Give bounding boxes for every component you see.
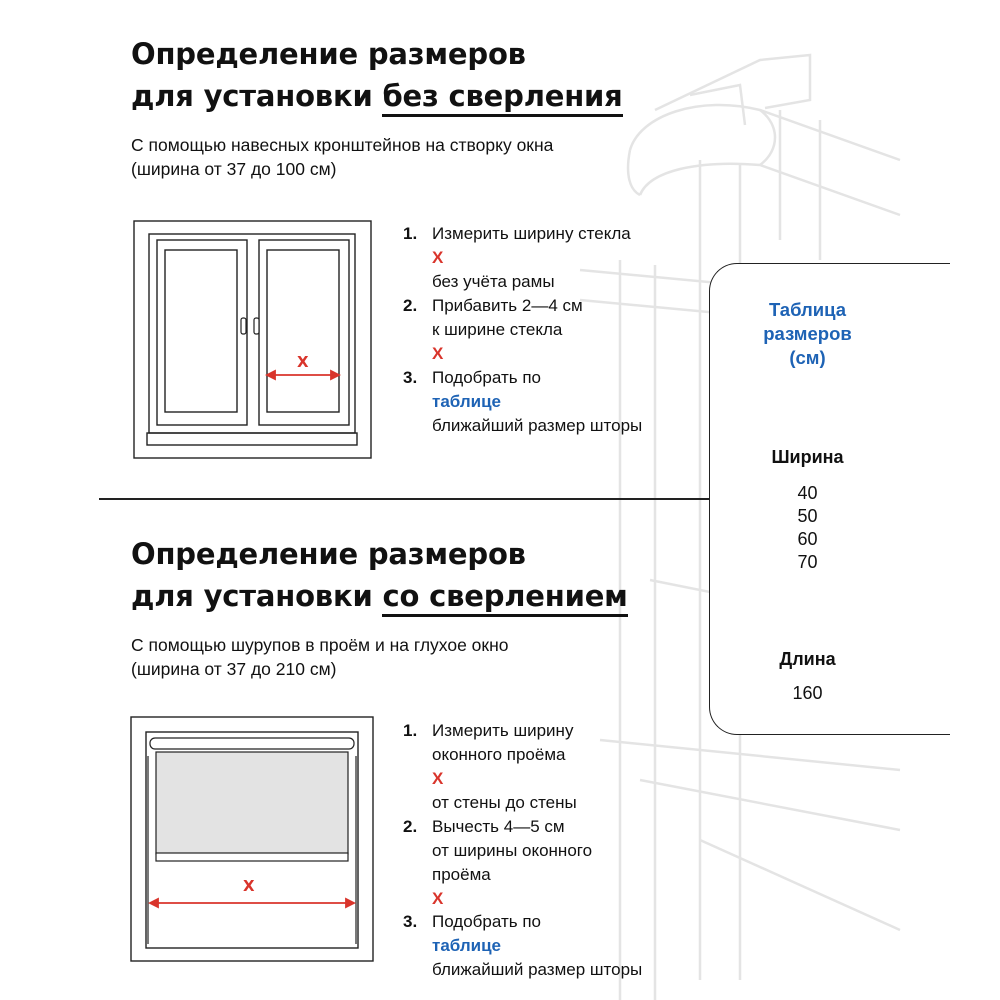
- section-divider: [99, 498, 710, 500]
- size-table-title-line2: размеров: [763, 323, 852, 344]
- window-diagram-no-drilling: [133, 220, 373, 460]
- step-text: от стены до стены: [432, 793, 577, 812]
- size-table-title: [710, 298, 905, 370]
- width-values: [710, 482, 905, 574]
- step-number: 1.: [403, 721, 418, 740]
- step-text: Подобрать по: [432, 912, 541, 931]
- width-header: Ширина: [771, 447, 844, 467]
- step-text: Прибавить 2—4 см: [432, 296, 583, 315]
- step-number: 1.: [403, 224, 418, 243]
- section1-subtitle-line1: С помощью навесных кронштейнов на створку окна: [131, 135, 554, 155]
- length-value: 160: [792, 683, 823, 703]
- section1-title: [131, 33, 623, 117]
- step-text: ближайший размер шторы: [432, 960, 643, 979]
- window-diagram-drilling: [130, 716, 375, 964]
- x-mark: X: [432, 344, 444, 363]
- step-text: Измерить ширину: [432, 721, 574, 740]
- step-number: 3.: [403, 368, 418, 387]
- section1-subtitle: [131, 133, 553, 181]
- diagram2-x-label: X: [243, 877, 255, 895]
- section1-title-line1: Определение размеров: [131, 37, 526, 71]
- section1-steps: [403, 222, 703, 435]
- x-mark: X: [432, 889, 444, 908]
- diagram1-x-label: X: [297, 353, 309, 371]
- table-link[interactable]: таблице: [432, 392, 502, 411]
- step-text: без учёта рамы: [432, 272, 555, 291]
- section2-title-line1: Определение размеров: [131, 537, 526, 571]
- step-text: ближайший размер шторы: [432, 416, 643, 435]
- section1-title-line2: [131, 75, 623, 117]
- step-text: Подобрать по: [432, 368, 541, 387]
- width-value: 70: [797, 552, 818, 572]
- step-text: Измерить ширину стекла: [432, 224, 631, 243]
- width-value: 60: [797, 529, 818, 549]
- section2-subtitle-line1: С помощью шурупов в проём и на глухое окно: [131, 635, 509, 655]
- width-value: 40: [797, 483, 818, 503]
- table-link[interactable]: таблице: [432, 936, 502, 955]
- step-text: оконного проёма: [432, 745, 566, 764]
- section1-subtitle-line2: (ширина от 37 до 100 см): [131, 159, 337, 179]
- width-value: 50: [797, 506, 818, 526]
- x-mark: X: [432, 248, 444, 267]
- step-number: 2.: [403, 296, 418, 315]
- section1-title-emphasis: без сверления: [382, 79, 622, 117]
- section2-title-prefix: для установки: [131, 579, 383, 613]
- section2-title-emphasis: со сверлением: [382, 579, 627, 617]
- step-number: 2.: [403, 817, 418, 836]
- size-table-title-line3: (см): [789, 347, 826, 368]
- step-text: от ширины оконного: [432, 841, 593, 860]
- step-text: Вычесть 4—5 см: [432, 817, 565, 836]
- size-table-card: [709, 263, 950, 735]
- section2-subtitle: [131, 633, 508, 681]
- step-text: проёма: [432, 865, 491, 884]
- size-table-title-line1: Таблица: [768, 299, 847, 320]
- length-header: Длина: [779, 649, 836, 669]
- section2-subtitle-line2: (ширина от 37 до 210 см): [131, 659, 337, 679]
- x-mark: X: [432, 769, 444, 788]
- section2-steps: [403, 719, 703, 979]
- section2-title-line2: [131, 575, 628, 617]
- section2-title: [131, 533, 628, 617]
- section1-title-prefix: для установки: [131, 79, 383, 113]
- step-number: 3.: [403, 912, 418, 931]
- step-text: к ширине стекла: [432, 320, 563, 339]
